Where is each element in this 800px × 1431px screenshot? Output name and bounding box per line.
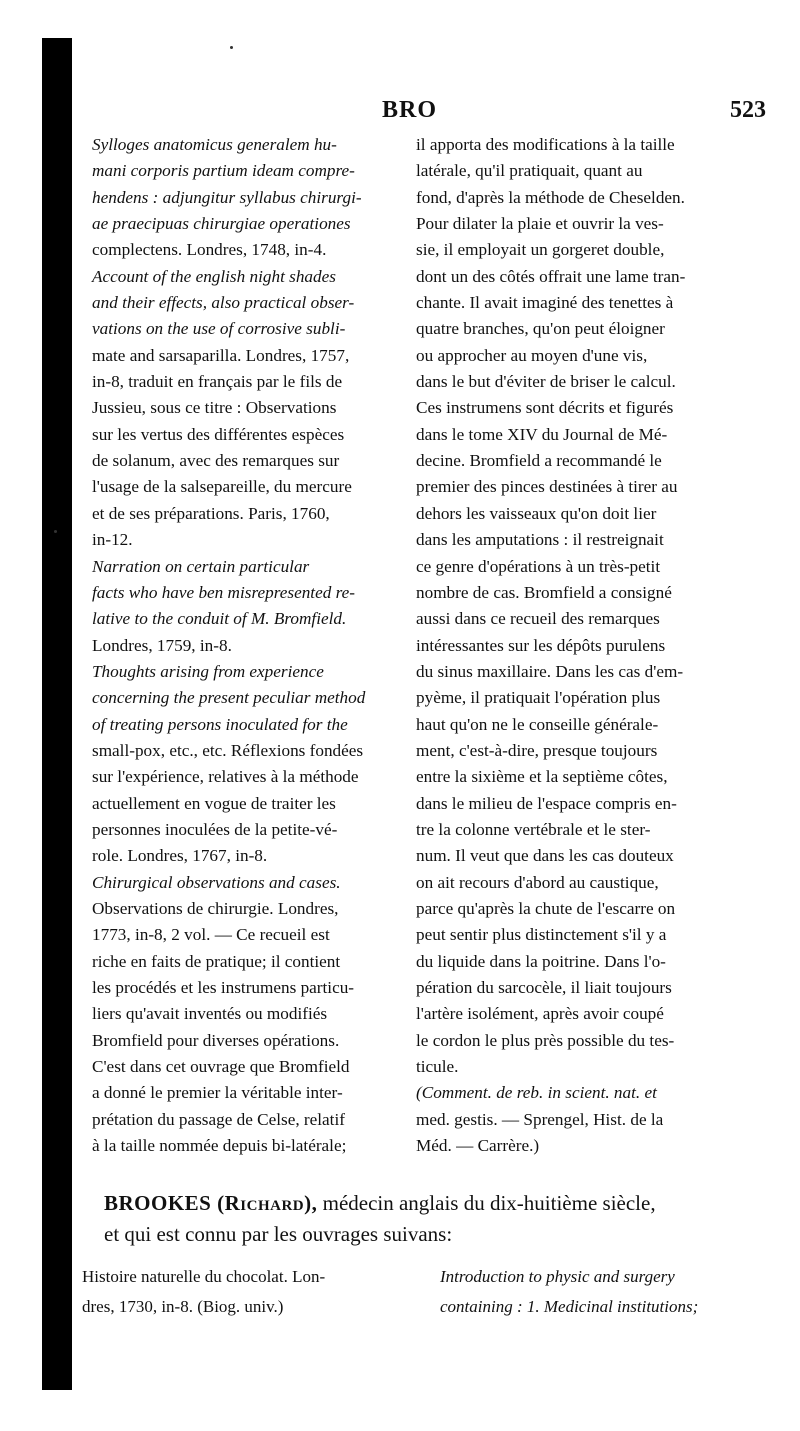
text-line: num. Il veut que dans les cas douteux [416, 846, 674, 866]
text-line: parce qu'après la chute de l'escarre on [416, 898, 676, 918]
text-line: containing : 1. Medicinal institutions; [440, 1297, 699, 1316]
text-line: dont un des côtés offrait une lame tran- [416, 266, 686, 286]
entry-heading-line-1 [104, 1188, 774, 1219]
text-line: Chirurgical observations and cases. [92, 872, 341, 892]
text-line: ment, c'est-à-dire, presque toujours [416, 740, 658, 760]
text-line: peut sentir plus distinctement s'il y a [416, 925, 667, 945]
text-line: Ces instrumens sont décrits et figurés [416, 398, 674, 418]
left-column [92, 132, 392, 1159]
text-line: ticule. [416, 1057, 459, 1077]
text-line: actuellement en vogue de traiter les [92, 793, 336, 813]
text-line: ae praecipuas chirurgiae operationes [92, 214, 351, 234]
text-line: facts who have ben misrepresented re- [92, 582, 355, 602]
text-line: du sinus maxillaire. Dans les cas d'em- [416, 661, 684, 681]
text-line: vations on the use of corrosive subli- [92, 319, 346, 339]
print-speck [54, 530, 57, 533]
text-line: nombre de cas. Bromfield a consigné [416, 582, 672, 602]
text-line: C'est dans cet ouvrage que Bromfield [92, 1057, 350, 1077]
text-line: dres, 1730, in-8. (Biog. univ.) [82, 1297, 284, 1316]
text-line: dans le milieu de l'espace compris en- [416, 793, 677, 813]
text-line: decine. Bromfield a recommandé le [416, 451, 662, 471]
text-line: aussi dans ce recueil des remarques [416, 609, 660, 629]
text-line: pyème, il pratiquait l'opération plus [416, 688, 661, 708]
text-line: complectens. Londres, 1748, in-4. [92, 240, 327, 260]
text-line: Jussieu, sous ce titre : Observations [92, 398, 337, 418]
text-line: hendens : adjungitur syllabus chirurgi- [92, 187, 362, 207]
text-line: et de ses préparations. Paris, 1760, [92, 503, 330, 523]
text-line: liers qu'avait inventés ou modifiés [92, 1004, 328, 1024]
text-line: pération du sarcocèle, il liait toujours [416, 978, 672, 997]
text-line: on ait recours d'abord au caustique, [416, 872, 659, 892]
page-header [96, 97, 772, 127]
text-line: l'usage de la salsepareille, du mercure [92, 477, 352, 497]
text-line: intéressantes sur les dépôts purulens [416, 635, 666, 655]
text-line: chante. Il avait imaginé des tenettes à [416, 293, 674, 313]
text-line: Méd. — Carrère.) [416, 1136, 540, 1156]
text-line: de solanum, avec des remarques sur [92, 451, 340, 471]
text-line: Account of the english night shades [92, 266, 336, 286]
text-line: personnes inoculées de la petite-vé- [92, 819, 338, 839]
running-head: BRO [382, 97, 438, 123]
text-line: Observations de chirurgie. Londres, [92, 898, 339, 918]
entry-description: médecin anglais du dix-huitième siècle, [317, 1191, 656, 1215]
text-line: Pour dilater la plaie et ouvrir la ves- [416, 214, 664, 234]
text-line: les procédés et les instrumens particu- [92, 978, 355, 997]
text-line: premier des pinces destinées à tirer au [416, 477, 678, 497]
text-line: role. Londres, 1767, in-8. [92, 846, 268, 866]
text-line: dehors les vaisseaux qu'on doit lier [416, 503, 657, 523]
entry-heading [104, 1188, 774, 1250]
bottom-right-column [440, 1262, 770, 1322]
text-line: latérale, qu'il pratiquait, quant au [416, 161, 643, 181]
text-line: sie, il employait un gorgeret double, [416, 240, 665, 260]
text-line: in-12. [92, 530, 133, 550]
text-line: l'artère isolément, après avoir coupé [416, 1004, 664, 1024]
text-line: (Comment. de reb. in scient. nat. et [416, 1083, 657, 1103]
text-line: mate and sarsaparilla. Londres, 1757, [92, 345, 350, 365]
text-line: concerning the present peculiar method [92, 688, 366, 708]
text-line: small-pox, etc., etc. Réflexions fondées [92, 740, 364, 760]
entry-name: BROOKES (Richard), [104, 1191, 318, 1215]
text-line: Histoire naturelle du chocolat. Lon- [82, 1267, 326, 1286]
text-line: le cordon le plus près possible du tes- [416, 1030, 675, 1050]
text-line: and their effects, also practical obser- [92, 293, 355, 313]
text-line: dans les amputations : il restreignait [416, 530, 664, 550]
text-line: 1773, in-8, 2 vol. — Ce recueil est [92, 925, 330, 945]
text-line: lative to the conduit of M. Bromfield. [92, 609, 347, 629]
text-line: dans le tome XIV du Journal de Mé- [416, 424, 668, 444]
text-line: du liquide dans la poitrine. Dans l'o- [416, 951, 666, 971]
text-line: entre la sixième et la septième côtes, [416, 767, 668, 787]
text-line: Introduction to physic and surgery [440, 1267, 675, 1286]
entry-heading-line-2: et qui est connu par les ouvrages suivans: [104, 1222, 453, 1246]
text-line: Bromfield pour diverses opérations. [92, 1030, 340, 1050]
page-number: 523 [730, 97, 766, 123]
text-line: il apporta des modifications à la taille [416, 135, 675, 154]
text-line: tre la colonne vertébrale et le ster- [416, 819, 651, 839]
text-line: a donné le premier la véritable inter- [92, 1083, 343, 1103]
text-line: à la taille nommée depuis bi-latérale; [92, 1136, 347, 1156]
text-line: fond, d'après la méthode de Cheselden. [416, 187, 685, 207]
print-speck [230, 46, 233, 49]
text-line: dans le but d'éviter de briser le calcul. [416, 372, 676, 392]
text-line: prétation du passage de Celse, relatif [92, 1109, 345, 1129]
text-line: ou approcher au moyen d'une vis, [416, 345, 648, 365]
text-line: sur l'expérience, relatives à la méthode [92, 767, 359, 787]
bottom-left-column [82, 1262, 412, 1322]
text-line: Sylloges anatomicus generalem hu- [92, 135, 337, 154]
book-spine-shadow [42, 38, 72, 1390]
text-line: riche en faits de pratique; il contient [92, 951, 341, 971]
text-line: Thoughts arising from experience [92, 661, 324, 681]
text-line: of treating persons inoculated for the [92, 714, 348, 734]
text-line: mani corporis partium ideam compre- [92, 161, 355, 181]
text-line: Narration on certain particular [92, 556, 310, 576]
text-line: haut qu'on ne le conseille générale- [416, 714, 659, 734]
text-line: quatre branches, qu'on peut éloigner [416, 319, 665, 339]
text-line: med. gestis. — Sprengel, Hist. de la [416, 1109, 664, 1129]
text-line: ce genre d'opérations à un très-petit [416, 556, 661, 576]
text-line: sur les vertus des différentes espèces [92, 424, 345, 444]
text-line: in-8, traduit en français par le fils de [92, 372, 343, 392]
text-line: Londres, 1759, in-8. [92, 635, 232, 655]
right-column [416, 132, 766, 1159]
